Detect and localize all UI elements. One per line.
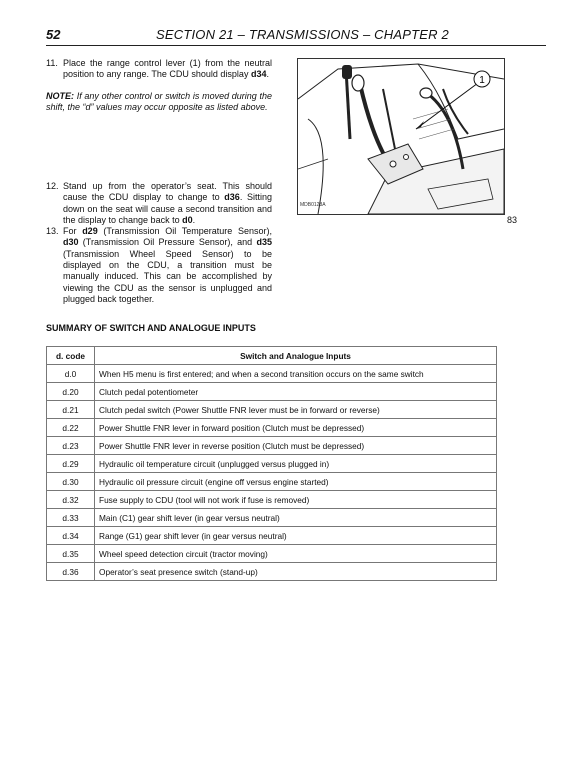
description-cell: Clutch pedal potentiometer bbox=[95, 383, 497, 401]
step-11 bbox=[46, 58, 272, 81]
description-cell: Clutch pedal switch (Power Shuttle FNR lever must be in forward or reverse) bbox=[95, 401, 497, 419]
d-code-cell: d.23 bbox=[47, 437, 95, 455]
table-row bbox=[47, 563, 497, 581]
table-row bbox=[47, 455, 497, 473]
range-lever-illustration bbox=[298, 59, 504, 214]
description-cell: Range (G1) gear shift lever (in gear versus neutral) bbox=[95, 527, 497, 545]
step-number: 12. bbox=[46, 181, 59, 191]
step-number: 13. bbox=[46, 226, 59, 237]
figure-number: 83 bbox=[507, 215, 518, 225]
table-row bbox=[47, 527, 497, 545]
page-header bbox=[46, 27, 546, 46]
table-row bbox=[47, 509, 497, 527]
step-text: For d29 (Transmission Oil Temperature Sensor), d30 (Transmission Oil Pressure Sensor), and d35 (Transmission Wheel Speed Sensor) to be displayed on the CDU, a transition must be manually induced. This can be accomplished by viewing the CDU as the sensor is unplugged and plugged back together. bbox=[63, 226, 272, 304]
step-13 bbox=[46, 226, 272, 305]
d-code-cell: d.33 bbox=[47, 509, 95, 527]
step-text: Place the range control lever (1) from the neutral position to any range. The CDU should display d34. bbox=[63, 58, 272, 80]
description-cell: Power Shuttle FNR lever in reverse position (Clutch must be depressed) bbox=[95, 437, 497, 455]
figure-code: MDB0128A bbox=[300, 202, 326, 208]
instructions-top bbox=[46, 58, 272, 113]
description-cell: Hydraulic oil temperature circuit (unplugged versus plugged in) bbox=[95, 455, 497, 473]
d-code-cell: d.35 bbox=[47, 545, 95, 563]
description-cell: Main (C1) gear shift lever (in gear versus neutral) bbox=[95, 509, 497, 527]
step-12 bbox=[46, 181, 272, 226]
summary-heading: SUMMARY OF SWITCH AND ANALOGUE INPUTS bbox=[46, 323, 256, 333]
table-row bbox=[47, 365, 497, 383]
d-code-cell: d.34 bbox=[47, 527, 95, 545]
column-header-inputs: Switch and Analogue Inputs bbox=[95, 347, 497, 365]
table-row bbox=[47, 545, 497, 563]
step-text: Stand up from the operator’s seat. This should cause the CDU display to change to d36. Sitting down on the seat will cause a second transition and the display to change back to d0. bbox=[63, 181, 272, 225]
d-code-cell: d.32 bbox=[47, 491, 95, 509]
table-row bbox=[47, 401, 497, 419]
d-code-cell: d.21 bbox=[47, 401, 95, 419]
note-label: NOTE: bbox=[46, 90, 74, 101]
description-cell: When H5 menu is first entered; and when a second transition occurs on the same switch bbox=[95, 365, 497, 383]
description-cell: Operator’s seat presence switch (stand-up) bbox=[95, 563, 497, 581]
figure-range-lever bbox=[297, 58, 505, 215]
description-cell: Fuse supply to CDU (tool will not work if fuse is removed) bbox=[95, 491, 497, 509]
description-cell: Power Shuttle FNR lever in forward position (Clutch must be depressed) bbox=[95, 419, 497, 437]
note-text: If any other control or switch is moved during the shift, the “d” values may occur opposite as listed above. bbox=[46, 90, 272, 112]
section-title: SECTION 21 – TRANSMISSIONS – CHAPTER 2 bbox=[156, 27, 449, 42]
d-code-cell: d.0 bbox=[47, 365, 95, 383]
instructions-bottom bbox=[46, 181, 272, 305]
table-row bbox=[47, 383, 497, 401]
description-cell: Hydraulic oil pressure circuit (engine off versus engine started) bbox=[95, 473, 497, 491]
d-code-cell: d.30 bbox=[47, 473, 95, 491]
description-cell: Wheel speed detection circuit (tractor moving) bbox=[95, 545, 497, 563]
table-row bbox=[47, 473, 497, 491]
table-row bbox=[47, 437, 497, 455]
step-number: 11. bbox=[46, 58, 58, 68]
table-header-row bbox=[47, 347, 497, 365]
switch-inputs-table bbox=[46, 346, 497, 581]
table-row bbox=[47, 491, 497, 509]
page-number: 52 bbox=[46, 27, 61, 42]
d-code-cell: d.29 bbox=[47, 455, 95, 473]
d-code-cell: d.20 bbox=[47, 383, 95, 401]
callout-label: 1 bbox=[479, 75, 485, 86]
d-code-cell: d.22 bbox=[47, 419, 95, 437]
d-code-cell: d.36 bbox=[47, 563, 95, 581]
note bbox=[46, 91, 272, 114]
column-header-code: d. code bbox=[47, 347, 95, 365]
table-row bbox=[47, 419, 497, 437]
